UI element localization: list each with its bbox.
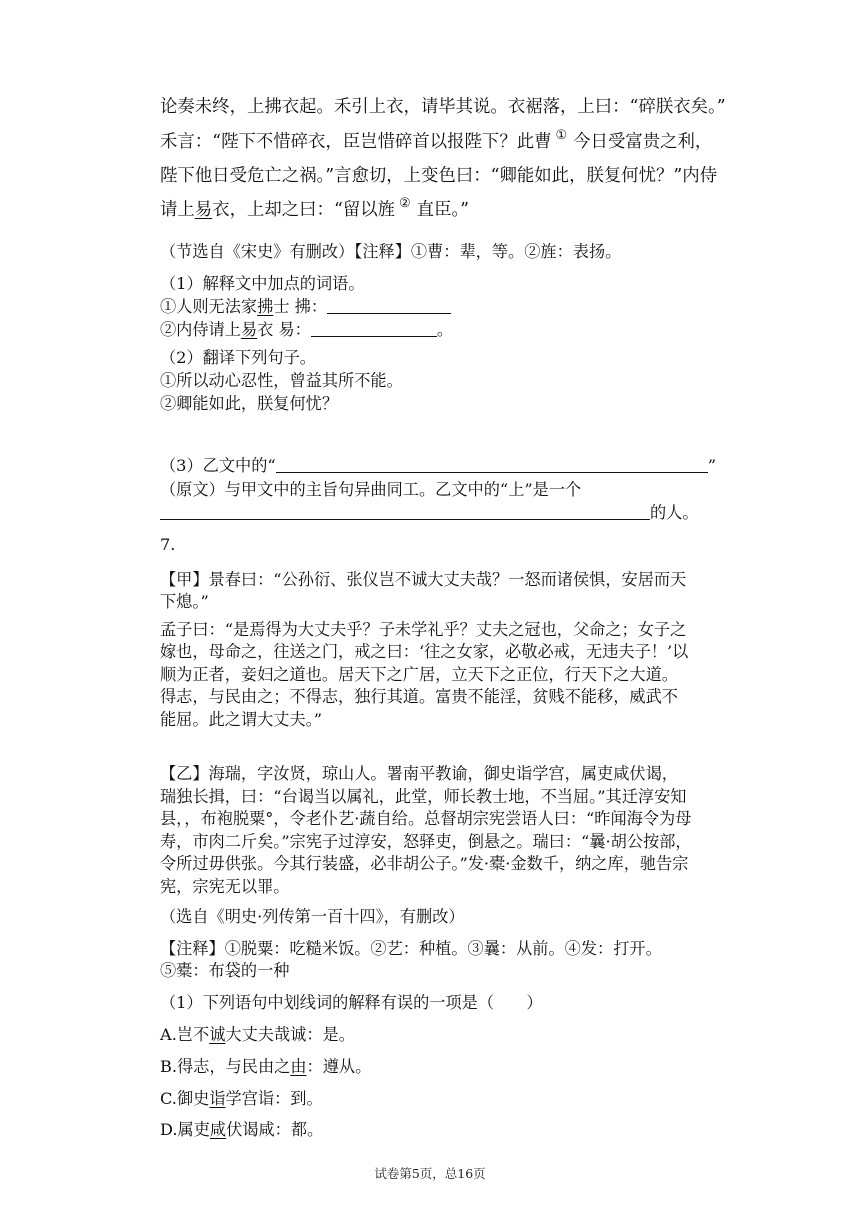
annotation-line: 【注释】①脱粟：吃糙米饭。②艺：种植。③曩：从前。④发：打开。 — [160, 939, 662, 958]
dotted-word: 拂 — [257, 297, 274, 316]
option-a[interactable]: A.岂不诚大丈夫哉诚：是。 — [160, 1025, 355, 1044]
passage-line: 禾言：“陛下不惜碎衣，臣岂惜碎首以报陛下？此曹 ① 今日受富贵之利， — [160, 131, 712, 155]
passage-jia-line: 能屈。此之谓大丈夫。” — [160, 710, 323, 729]
passage-yi-line: 瑞独长揖，曰：“台谒当以属礼，此堂，师长教士地，不当屈。”其迁淳安知 — [160, 787, 687, 806]
passage-jia-line: 孟子曰：“是焉得为大丈夫乎？子未学礼乎？丈夫之冠也，父命之；女子之 — [160, 620, 687, 639]
question-3-line-1: （3）乙文中的“ ” — [160, 456, 716, 475]
passage-jia-line: 【甲】景春曰：“公孙衍、张仪岂不诚大丈夫哉？一怒而诸侯惧，安居而天 — [160, 570, 687, 589]
answer-blank[interactable] — [276, 456, 708, 473]
source-note: （节选自《宋史》有删改）【注释】①曹：辈，等。②旌：表扬。 — [160, 242, 622, 261]
passage-line: 请上易衣，上却之曰：“留以旌 ② 直臣。” — [160, 199, 469, 223]
passage-yi-line: 【乙】海瑞，字汝贤，琼山人。署南平教谕，御史诣学宫，属吏咸伏谒， — [160, 764, 678, 783]
question-2-title: （2）翻译下列句子。 — [160, 348, 316, 367]
passage-yi-line: 宪，宗宪无以罪。 — [160, 877, 290, 896]
question-title: （1）下列语句中划线词的解释有误的一项是（ ） — [160, 993, 543, 1012]
passage-line: 陛下他日受危亡之祸。”言愈切，上变色曰：“卿能如此，朕复何忧？”内侍 — [160, 166, 718, 186]
question-1-title: （1）解释文中加点的词语。 — [160, 274, 365, 293]
passage-jia-line: 下熄。” — [160, 592, 209, 611]
passage-jia-line: 嫁也，母命之，往送之门，戒之曰：‘往之女家，必敬必戒，无违夫子！’以 — [160, 642, 689, 661]
question-2-item-b: ②卿能如此，朕复何忧？ — [160, 394, 339, 413]
underlined-word: 诣 — [209, 1089, 226, 1108]
answer-blank[interactable] — [327, 297, 451, 314]
underlined-word: 由 — [290, 1057, 307, 1076]
passage-yi-line: 县，，布袍脱粟°，令老仆艺·蔬自给。总督胡宗宪尝语人曰：“昨闻海令为母 — [160, 809, 692, 828]
dotted-word: 易 — [240, 320, 258, 339]
passage-jia-line: 顺为正者，妾妇之道也。居天下之广居，立天下之正位，行天下之大道。 — [160, 665, 678, 684]
answer-blank[interactable] — [311, 320, 437, 337]
question-1-item-a: ①人则无法家拂士 拂： — [160, 296, 451, 318]
footnote-marker: ② — [399, 196, 411, 211]
option-d[interactable]: D.属吏咸伏谒咸：都。 — [160, 1120, 324, 1139]
passage-jia-line: 得志，与民由之；不得志，独行其道。富贵不能淫，贫贱不能移，威武不 — [160, 687, 678, 706]
passage-yi-line: 令所过毋供张。今其行装盛，必非胡公子。”发·橐·金数千，纳之库，驰告宗 — [160, 854, 689, 873]
option-c[interactable]: C.御史诣学宫诣：到。 — [160, 1089, 323, 1108]
option-b[interactable]: B.得志，与民由之由：遵从。 — [160, 1057, 372, 1076]
answer-blank[interactable] — [160, 503, 650, 520]
underlined-word: 诚 — [209, 1025, 226, 1044]
underlined-word: 咸 — [209, 1120, 227, 1139]
question-2-item-a: ①所以动心忍性，曾益其所不能。 — [160, 371, 403, 390]
dotted-word: 易 — [194, 200, 213, 220]
question-3-line-3: 的人。 — [160, 502, 699, 524]
footnote-marker: ① — [555, 128, 568, 143]
passage-line: 论奏未终，上拂衣起。禾引上衣，请毕其说。衣裾落，上曰：“碎朕衣矣。” — [160, 97, 726, 117]
question-number: 7. — [160, 535, 176, 554]
annotation-line: ⑤橐：布袋的一种 — [160, 961, 290, 980]
passage-yi-line: 寿，市肉二斤矣。”宗宪子过淳安，怒驿吏，倒悬之。瑞曰：“曩·胡公按部， — [160, 832, 692, 851]
page-footer: 试卷第5页，总16页 — [374, 1166, 486, 1181]
question-1-item-b: ②内侍请上易衣 易： 。 — [160, 320, 454, 339]
question-3-line-2: （原文）与甲文中的主旨句异曲同工。乙文中的“上”是一个 — [160, 480, 582, 499]
source-note: （选自《明史·列传第一百十四》，有删改） — [160, 907, 465, 926]
